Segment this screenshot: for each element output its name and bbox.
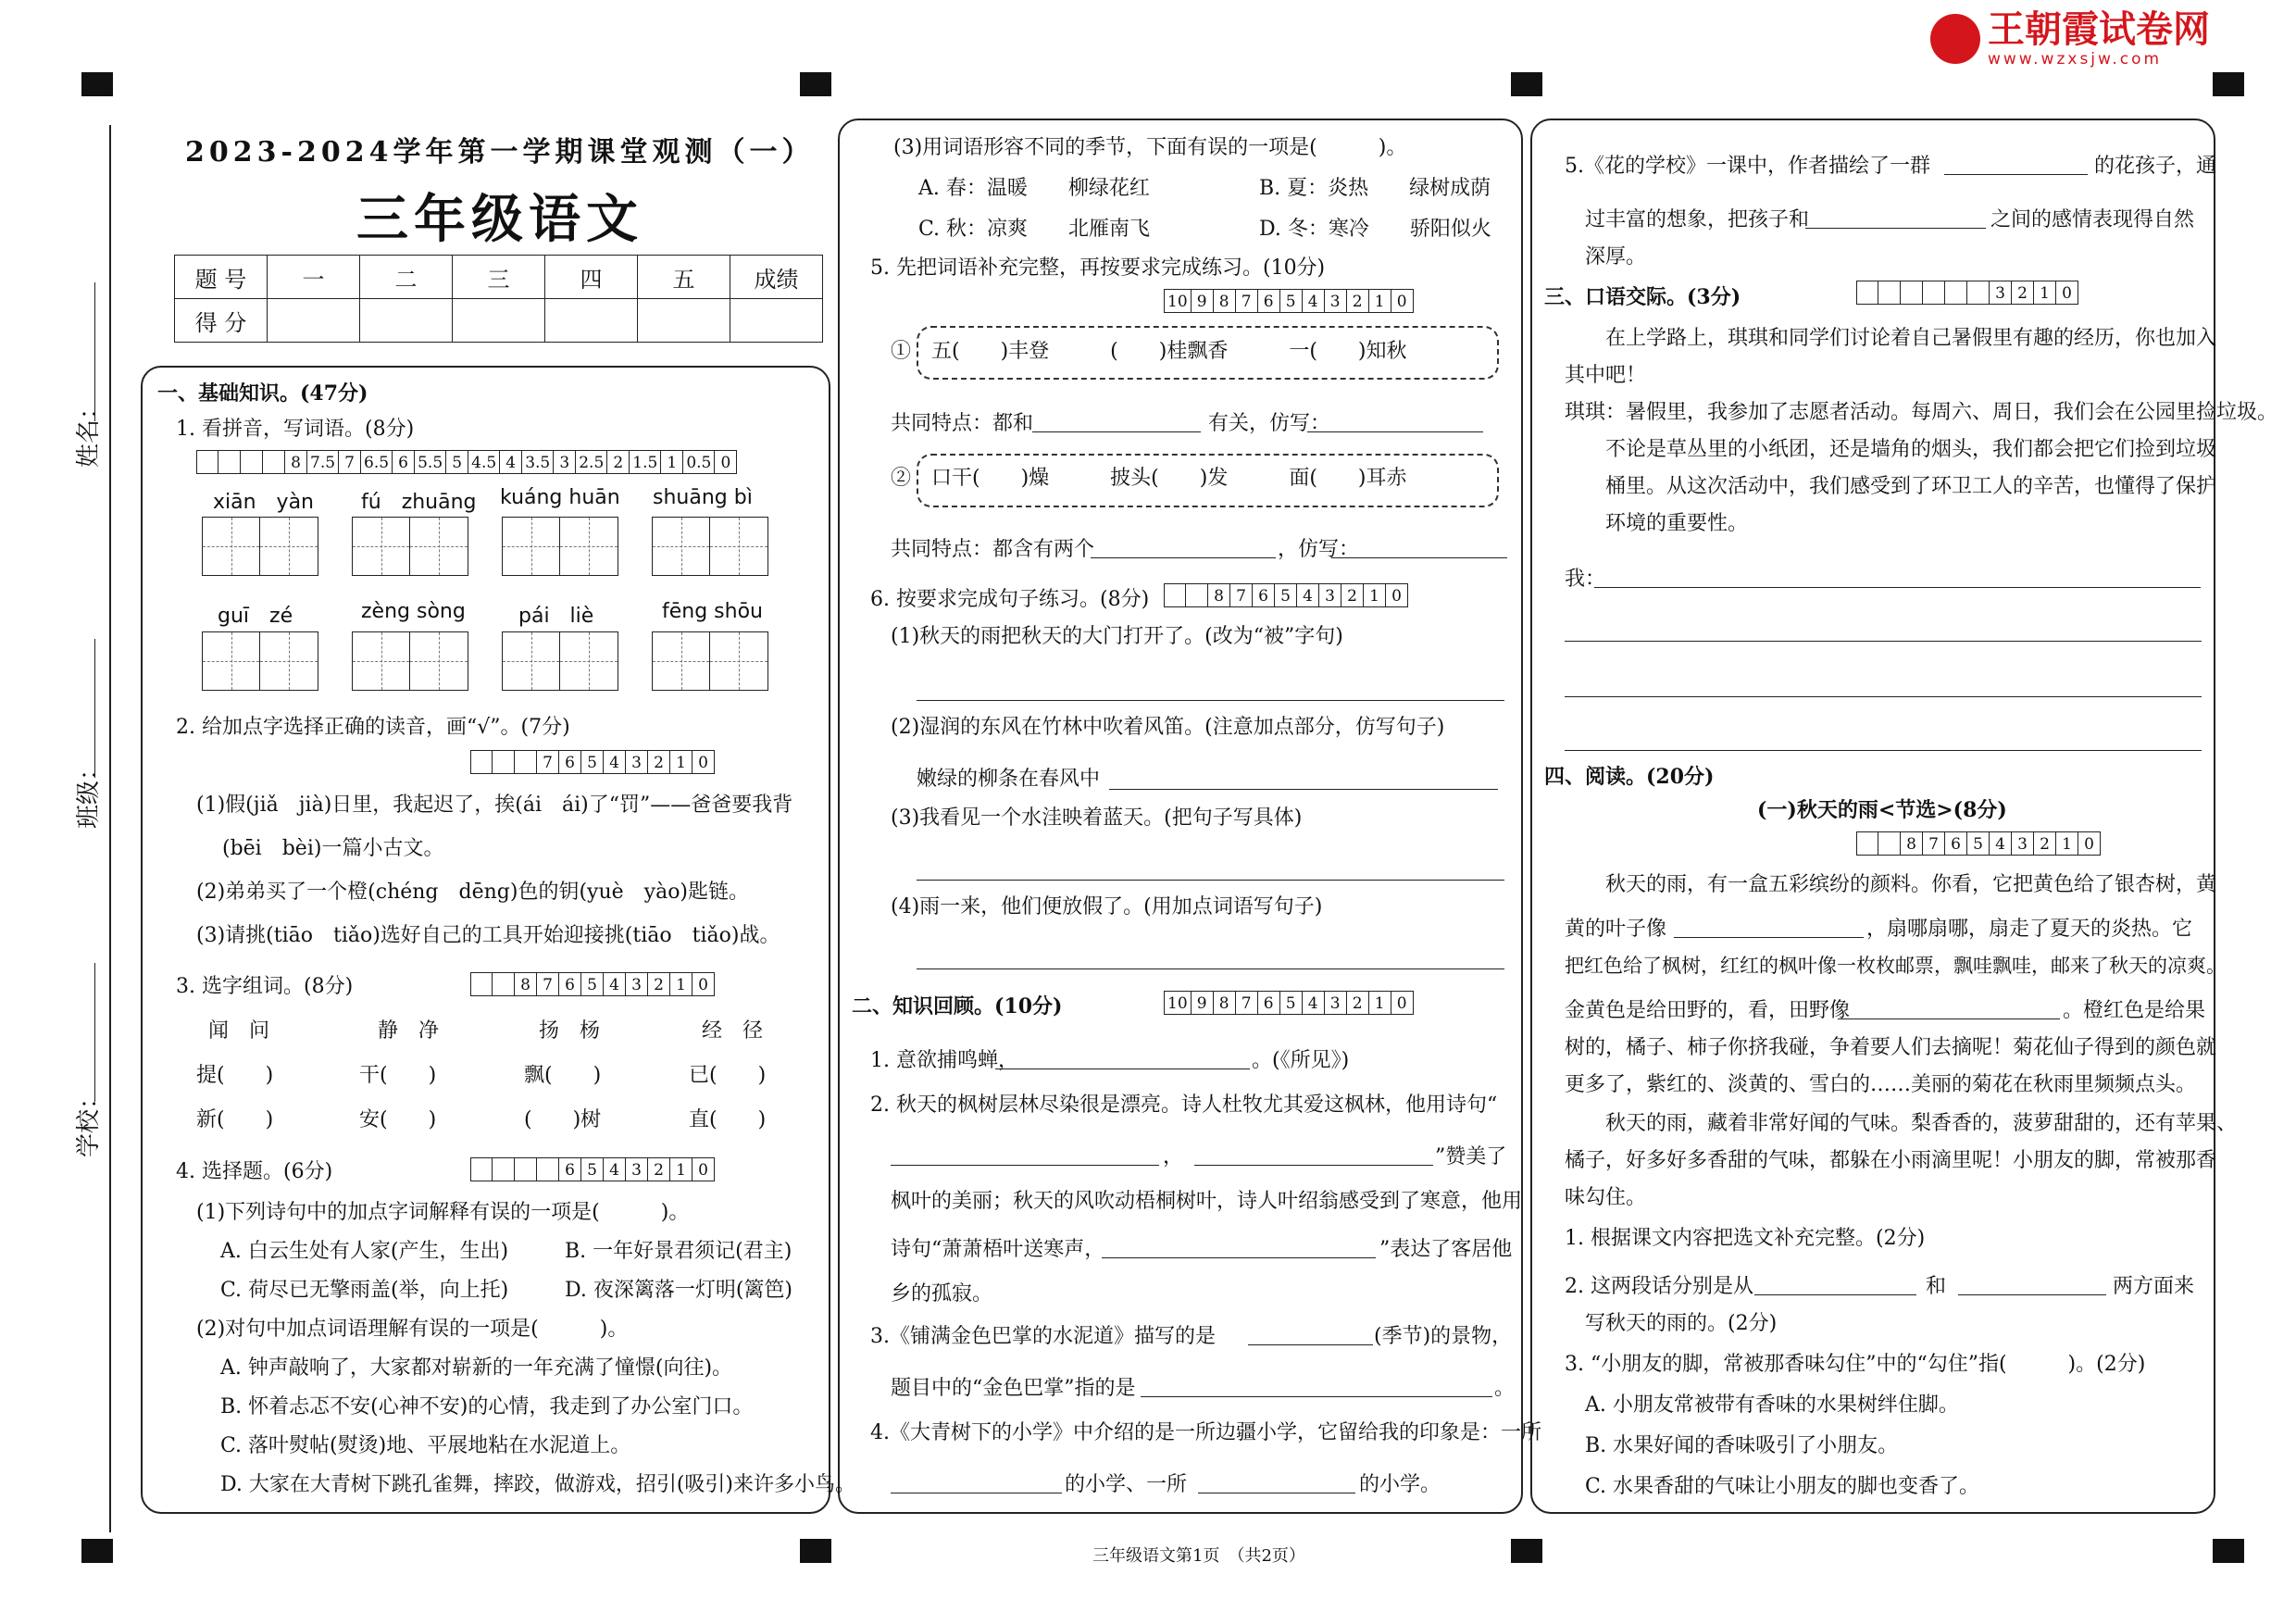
score-table-header: 二 [360,256,453,299]
score-table [174,255,823,343]
score-box[interactable] [1186,583,1208,607]
score-box[interactable]: 0 [2056,281,2078,305]
score-box[interactable] [537,1157,559,1181]
recall-item: 1. 意欲捕鸣蝉， [870,1049,1018,1072]
section-1-title: 一、基础知识。(47分) [157,381,368,406]
score-box[interactable]: 5 [1275,583,1297,607]
score-box[interactable]: 7 [1230,583,1253,607]
section-4-title: 四、阅读。(20分) [1544,765,1715,789]
score-box[interactable]: 3 [626,750,648,774]
option[interactable]: B. 夏：炎热 绿树成荫 [1259,177,1491,200]
recall-text: 。 [1494,1377,1516,1400]
score-box[interactable]: 8 [1214,289,1236,313]
score-box[interactable]: 0 [1386,583,1408,607]
score-box[interactable]: 7 [339,450,361,474]
recall-text: 枫叶的美丽；秋天的风吹动梧桐树叶，诗人叶绍翁感受到了寒意，他用 [891,1190,1523,1213]
recall-source: 。(《所见》) [1252,1049,1350,1072]
score-box[interactable]: 2.5 [576,450,607,474]
score-box[interactable]: 5 [581,1157,604,1181]
registration-mark [81,1539,113,1563]
option[interactable]: B. 怀着忐忑不安(心神不安)的心情，我走到了办公室门口。 [220,1395,754,1418]
score-box[interactable]: 8 [1214,991,1236,1015]
answer-line[interactable] [1109,789,1498,790]
passage-line: ，扇哪扇哪，扇走了夏天的炎热。它 [1866,918,2193,941]
passage-line: 树的，橘子、柿子你挤我碰，争着要人们去摘呢！菊花仙子得到的颜色就 [1565,1036,2217,1059]
idiom-row[interactable]: ① 五( )丰登 ( )桂飘香 一( )知秋 [891,340,1407,363]
score-box[interactable] [1878,281,1901,305]
score-box[interactable]: 6 [559,972,581,996]
writing-grid[interactable] [502,631,618,691]
option[interactable]: A. 春：温暖 柳绿花红 [918,177,1150,200]
score-box[interactable]: 3 [2012,831,2034,856]
score-box[interactable] [470,1157,493,1181]
score-box[interactable] [1967,281,1990,305]
score-box[interactable]: 0 [715,450,737,474]
score-box[interactable]: 5.5 [415,450,446,474]
q6-imitate-start: 嫩绿的柳条在春风中 [917,768,1101,791]
writing-grid[interactable] [502,517,618,576]
recall-text: ”表达了客居他 [1379,1238,1513,1261]
option[interactable]: C. 落叶熨帖(熨烫)地、平展地粘在水泥道上。 [220,1434,631,1457]
score-box[interactable]: 2 [1347,991,1369,1015]
q6-item: (1)秋天的雨把秋天的大门打开了。(改为“被”字句) [891,625,1343,648]
score-box[interactable]: 2 [648,972,670,996]
common-feature-label: 共同特点：都含有两个 [891,538,1095,561]
score-box[interactable]: 7 [537,972,559,996]
recall-text: 过丰富的想象，把孩子和 [1585,208,1810,231]
reading-score-strip [1856,831,2101,856]
option[interactable]: D. 夜深篱落一灯明(篱笆) [565,1279,793,1302]
pinyin: fēng shōu [662,600,763,623]
score-box[interactable]: 10 [1164,991,1192,1015]
answer-line[interactable] [1102,1257,1376,1258]
answer-line[interactable] [1331,557,1507,558]
pinyin: xiān yàn [213,491,315,514]
score-box[interactable]: 2 [2012,281,2034,305]
char-pair: 扬 杨 [539,1019,601,1043]
recall-text: (季节)的景物， [1374,1325,1513,1348]
answer-line[interactable] [1565,641,2202,642]
q4-score-strip [470,1157,715,1181]
q6-item: (2)湿润的东风在竹林中吹着风笛。(注意加点部分，仿写句子) [891,716,1445,739]
q2-item: (1)假(jiǎ jià)日里，我起迟了，挨(ái ái)了“罚”——爸爸要我背 [196,794,793,817]
passage-line: 。橙红色是给果 [2063,999,2206,1022]
score-box[interactable]: 1 [1369,991,1391,1015]
score-box[interactable] [1923,281,1945,305]
answer-line[interactable] [1944,174,2088,175]
q6-item: (4)雨一来，他们便放假了。(用加点词语写句子) [891,895,1323,918]
pinyin: shuāng bì [653,486,753,509]
passage-line: 秋天的雨，藏着非常好闻的气味。梨香香的，菠萝甜甜的，还有苹果、 [1605,1112,2238,1135]
score-box[interactable]: 0 [693,750,715,774]
score-cell[interactable] [268,299,360,343]
option[interactable]: A. 钟声敲响了，大家都对崭新的一年充满了憧憬(向往)。 [220,1356,733,1380]
char-pair: 经 径 [702,1019,764,1043]
score-box[interactable]: 5 [581,972,604,996]
option[interactable]: C. 秋：凉爽 北雁南飞 [918,218,1151,241]
option[interactable]: C. 水果香甜的气味让小朋友的脚也变香了。 [1585,1475,1980,1498]
score-box[interactable]: 0 [2078,831,2101,856]
writing-grid[interactable] [202,631,318,691]
q5-title: 5. 先把词语补充完整，再按要求完成练习。(10分) [870,256,1326,280]
school-line [94,963,95,1102]
score-box[interactable]: 3 [626,1157,648,1181]
passage-line: 更多了，紫红的、淡黄的、雪白的……美丽的菊花在秋雨里频频点头。 [1565,1073,2197,1096]
score-box[interactable]: 5 [446,450,468,474]
class-line [94,639,95,778]
registration-mark [2213,72,2244,96]
word-blank[interactable]: 已( ) [689,1064,767,1087]
reading-question: 1. 根据课文内容把选文补充完整。(2分) [1565,1227,1926,1250]
registration-mark [800,1539,831,1563]
subject-title: 三年级语文 [356,189,643,250]
score-box[interactable]: 6.5 [361,450,393,474]
score-cell[interactable] [360,299,453,343]
word-blank[interactable]: 安( ) [359,1108,437,1131]
passage-line: 秋天的雨，有一盒五彩缤纷的颜料。你看，它把黄色给了银杏树，黄 [1605,873,2217,896]
score-box[interactable] [1164,583,1186,607]
score-box[interactable] [493,1157,515,1181]
q6-title: 6. 按要求完成句子练习。(8分) [870,588,1150,611]
score-box[interactable]: 10 [1164,289,1192,313]
option[interactable]: A. 小朋友常被带有香味的水果树绊住脚。 [1585,1393,1959,1417]
q2-item: (3)请挑(tiāo tiǎo)选好自己的工具开始迎接挑(tiāo tiǎo)战。 [196,924,780,947]
score-box[interactable]: 1 [2034,281,2056,305]
score-box[interactable] [218,450,241,474]
q5-score-strip [1164,289,1414,313]
score-box[interactable]: 1 [670,750,693,774]
registration-mark [81,72,113,96]
score-box[interactable]: 3 [1325,991,1347,1015]
score-table-header: 五 [638,256,730,299]
logo [1930,9,2210,69]
pinyin: guī zé [218,605,293,628]
score-box[interactable]: 7 [1236,991,1258,1015]
answer-line[interactable] [1307,431,1483,432]
writing-grid[interactable] [352,517,468,576]
answer-line[interactable] [1754,1294,1916,1295]
answer-line[interactable] [1565,696,2202,697]
answer-line[interactable] [1032,431,1201,432]
oral-text: 桶里。从这次活动中，我们感受到了环卫工人的辛苦，也懂得了保护 [1605,475,2217,498]
oral-text: 不论是草丛里的小纸团，还是墙角的烟头，我们都会把它们捡到垃圾 [1605,438,2217,461]
passage-line: 橘子，好多好多香甜的气味，都躲在小雨滴里呢！小朋友的脚，常被那香 [1565,1149,2217,1172]
recall-item: 2. 秋天的枫树层林尽染很是漂亮。诗人杜牧尤其爱这枫林，他用诗句“ [870,1093,1498,1117]
q2-title: 2. 给加点字选择正确的读音，画“√”。(7分) [176,716,570,739]
recall-text: ， [1163,1145,1184,1168]
answer-line[interactable] [1805,228,1986,229]
score-box[interactable]: 5 [1280,289,1303,313]
char-pair: 闻 问 [208,1019,270,1043]
oral-me-label: 我： [1565,568,1606,591]
score-box[interactable]: 6 [1253,583,1275,607]
score-box[interactable]: 3 [554,450,576,474]
option[interactable]: D. 大家在大青树下跳孔雀舞，摔跤，做游戏，招引(吸引)来许多小鸟。 [220,1473,856,1496]
score-cell[interactable] [545,299,638,343]
class-label: 班级： [75,756,103,829]
score-box[interactable] [1856,831,1878,856]
imitate-label: 有关，仿写： [1208,412,1331,435]
score-box[interactable] [515,1157,537,1181]
score-box[interactable] [470,972,493,996]
answer-line[interactable] [1141,1396,1492,1397]
score-box[interactable]: 2 [2034,831,2056,856]
score-box[interactable]: 8 [515,972,537,996]
pinyin: kuáng huān [500,486,620,509]
score-box[interactable]: 2 [648,1157,670,1181]
score-box[interactable]: 0 [1391,991,1414,1015]
logo-name: 王朝霞试卷网 [1988,8,2210,51]
score-box[interactable]: 6 [1258,289,1280,313]
score-table-header: 题 号 [175,256,268,299]
score-box[interactable]: 1 [661,450,683,474]
pinyin: zèng sòng [361,600,466,623]
score-box[interactable] [263,450,285,474]
recall-text: 的小学、一所 [1065,1473,1188,1496]
score-box[interactable]: 2 [1341,583,1364,607]
q2-item: (2)弟弟买了一个橙(chéng dēng)色的钥(yuè yào)匙链。 [196,881,750,904]
recall-text: 诗句“萧萧梧叶送寒声， [891,1238,1105,1261]
score-box[interactable]: 4 [1297,583,1319,607]
score-box[interactable] [1901,281,1923,305]
score-box[interactable] [1878,831,1901,856]
passage-line: 把红色给了枫树，红红的枫叶像一枚枚邮票，飘哇飘哇，邮来了秋天的凉爽。 [1565,955,2226,977]
char-pair: 静 净 [378,1019,440,1043]
option[interactable]: D. 冬：寒冷 骄阳似火 [1259,218,1491,241]
pinyin: pái liè [518,605,594,628]
score-box[interactable] [493,972,515,996]
answer-line[interactable] [917,700,1504,701]
score-box[interactable]: 2 [607,450,630,474]
score-box[interactable]: 0 [693,972,715,996]
recall-text: 乡的孤寂。 [891,1282,993,1306]
score-box[interactable]: 6 [559,750,581,774]
score-box[interactable]: 8 [285,450,307,474]
option[interactable]: C. 荷尽已无擎雨盖(举，向上托) [220,1279,509,1302]
answer-line[interactable] [1091,557,1276,558]
answer-line[interactable] [1674,937,1864,938]
q1-score-strip [196,450,737,474]
reading-question: 3. “小朋友的脚，常被那香味勾住”中的“勾住”指( )。(2分) [1565,1353,2146,1376]
word-blank[interactable]: 飘( ) [524,1064,602,1087]
writing-grid[interactable] [652,631,768,691]
common-feature-label: 共同特点：都和 [891,412,1034,435]
q1-title: 1. 看拼音，写词语。(8分) [176,418,415,441]
reading-question: 和 [1926,1275,1947,1298]
answer-line[interactable] [917,880,1504,881]
score-box[interactable]: 6 [559,1157,581,1181]
score-box[interactable]: 3 [1990,281,2012,305]
answer-line[interactable] [1594,587,2201,588]
oral-text: 环境的重要性。 [1605,512,1749,535]
recall-text: 的花孩子，通 [2094,155,2217,178]
answer-line[interactable] [917,968,1504,969]
word-blank[interactable]: ( )树 [524,1108,602,1131]
score-cell[interactable] [453,299,545,343]
answer-line[interactable] [1958,1294,2106,1295]
registration-mark [2213,1539,2244,1563]
reading-question: 2. 这两段话分别是从 [1565,1275,1753,1298]
q3-season-stem: (3)用词语形容不同的季节，下面有误的一项是( )。 [893,136,1407,159]
exam-title: 2023-2024学年第一学期课堂观测（一） [185,136,815,169]
reading-title: (一)秋天的雨<节选>(8分) [1757,798,2007,822]
score-box[interactable]: 7 [1923,831,1945,856]
score-box[interactable]: 9 [1192,289,1214,313]
score-box[interactable] [470,750,493,774]
score-box[interactable]: 3.5 [522,450,554,474]
score-table-header: 成绩 [730,256,823,299]
name-label: 姓名： [75,394,103,468]
binding-line [109,125,111,1532]
q3-score-strip [470,972,715,996]
recall-text: 之间的感情表现得自然 [1990,208,2195,231]
word-blank[interactable]: 新( ) [196,1108,274,1131]
school-label: 学校： [75,1084,103,1157]
score-box[interactable]: 4 [604,750,626,774]
reading-question: 两方面来 [2113,1275,2195,1298]
name-line [94,282,95,421]
section-3-title: 三、口语交际。(3分) [1544,285,1741,309]
score-cell[interactable] [638,299,730,343]
score-table-header: 四 [545,256,638,299]
score-box[interactable]: 0 [1391,289,1414,313]
section-2-title: 二、知识回顾。(10分) [852,994,1063,1018]
option[interactable]: B. 水果好闻的香味吸引了小朋友。 [1585,1434,1899,1457]
recall-text: 深厚。 [1585,245,1647,269]
q2-item: (bēi bèi)一篇小古文。 [222,837,444,860]
score-box[interactable]: 2 [1347,289,1369,313]
score-box[interactable] [1856,281,1878,305]
option[interactable]: B. 一年好景君须记(君主) [565,1240,792,1263]
oral-text: 其中吧！ [1565,364,1647,387]
score-box[interactable]: 7.5 [307,450,339,474]
score-box[interactable]: 6 [1258,991,1280,1015]
score-box[interactable] [241,450,263,474]
answer-line[interactable] [891,1165,1159,1166]
answer-line[interactable] [995,1068,1250,1069]
score-box[interactable]: 0.5 [683,450,715,474]
word-blank[interactable]: 干( ) [359,1064,437,1087]
writing-grid[interactable] [352,631,468,691]
answer-line[interactable] [1838,1018,2060,1019]
answer-line[interactable] [1248,1344,1373,1345]
word-blank[interactable]: 提( ) [196,1064,274,1087]
idiom-row[interactable]: ② 口干( )燥 披头( )发 面( )耳赤 [891,467,1407,490]
passage-line: 黄的叶子像 [1565,918,1667,941]
score-box[interactable]: 4 [1990,831,2012,856]
oral-text: 琪琪：暑假里，我参加了志愿者活动。每周六、周日，我们会在公园里捡垃圾。 [1565,401,2278,424]
score-box[interactable]: 4.5 [468,450,500,474]
q2-score-strip [470,750,715,774]
logo-emblem-icon [1930,14,1980,64]
score-table-header: 三 [453,256,545,299]
registration-mark [1511,72,1542,96]
recall-item: 4.《大青树下的小学》中介绍的是一所边疆小学，它留给我的印象是：一所 [870,1421,1541,1444]
score-box[interactable]: 3 [1325,289,1347,313]
score-box[interactable]: 9 [1192,991,1214,1015]
score-box[interactable]: 1 [670,1157,693,1181]
q4-stem: (2)对句中加点词语理解有误的一项是( )。 [196,1318,629,1341]
imitate-label: ，仿写： [1278,538,1360,561]
score-table-row-label: 得 分 [175,299,268,343]
recall-text: 题目中的“金色巴掌”指的是 [891,1377,1136,1400]
score-table-header: 一 [268,256,360,299]
score-cell[interactable] [730,299,823,343]
q4-title: 4. 选择题。(6分) [176,1160,333,1183]
sec2-score-strip [1164,991,1414,1015]
score-box[interactable]: 3 [1319,583,1341,607]
recall-item: 5.《花的学校》一课中，作者描绘了一群 [1565,155,1930,178]
score-box[interactable]: 4 [1303,991,1325,1015]
q3-title: 3. 选字组词。(8分) [176,975,354,998]
recall-text: ”赞美了 [1435,1145,1507,1168]
q6-item: (3)我看见一个水洼映着蓝天。(把句子写具体) [891,806,1303,830]
passage-line: 金黄色是给田野的，看，田野像 [1565,999,1851,1022]
sec3-score-strip [1856,281,2078,305]
score-box[interactable]: 4 [604,1157,626,1181]
score-box[interactable]: 5 [581,750,604,774]
score-box[interactable]: 5 [1280,991,1303,1015]
score-box[interactable]: 4 [1303,289,1325,313]
score-box[interactable]: 7 [1236,289,1258,313]
score-box[interactable]: 1 [1364,583,1386,607]
registration-mark [800,72,831,96]
recall-text: 的小学。 [1359,1473,1441,1496]
score-box[interactable]: 1 [670,972,693,996]
score-box[interactable]: 4 [500,450,522,474]
writing-grid[interactable] [202,517,318,576]
logo-url: www.wzxsjw.com [1988,50,2163,69]
recall-item: 3.《铺满金色巴掌的水泥道》描写的是 [870,1325,1216,1348]
q4-stem: (1)下列诗句中的加点字词解释有误的一项是( )。 [196,1201,690,1224]
score-box[interactable] [515,750,537,774]
score-box[interactable]: 1.5 [630,450,661,474]
writing-grid[interactable] [652,517,768,576]
score-box[interactable] [493,750,515,774]
score-box[interactable]: 6 [1945,831,1967,856]
answer-line[interactable] [1565,750,2202,751]
score-box[interactable]: 5 [1967,831,1990,856]
score-box[interactable]: 4 [604,972,626,996]
score-box[interactable]: 6 [393,450,415,474]
score-box[interactable]: 1 [1369,289,1391,313]
q6-score-strip [1164,583,1408,607]
score-box[interactable]: 7 [537,750,559,774]
score-box[interactable]: 2 [648,750,670,774]
score-box[interactable]: 8 [1208,583,1230,607]
answer-line[interactable] [1194,1165,1433,1166]
option[interactable]: A. 白云生处有人家(产生，生出) [220,1240,509,1263]
score-box[interactable]: 1 [2056,831,2078,856]
score-box[interactable]: 3 [626,972,648,996]
score-box[interactable] [1945,281,1967,305]
score-box[interactable]: 0 [693,1157,715,1181]
score-box[interactable] [196,450,218,474]
pinyin: fú zhuāng [361,491,477,514]
score-box[interactable]: 8 [1901,831,1923,856]
registration-mark [1511,1539,1542,1563]
word-blank[interactable]: 直( ) [689,1108,767,1131]
oral-text: 在上学路上，琪琪和同学们讨论着自己暑假里有趣的经历，你也加入 [1605,327,2217,350]
page-footer: 三年级语文第1页 （共2页） [1092,1546,1305,1566]
passage-line: 味勾住。 [1565,1186,1647,1209]
reading-question: 写秋天的雨的。(2分) [1585,1312,1778,1335]
